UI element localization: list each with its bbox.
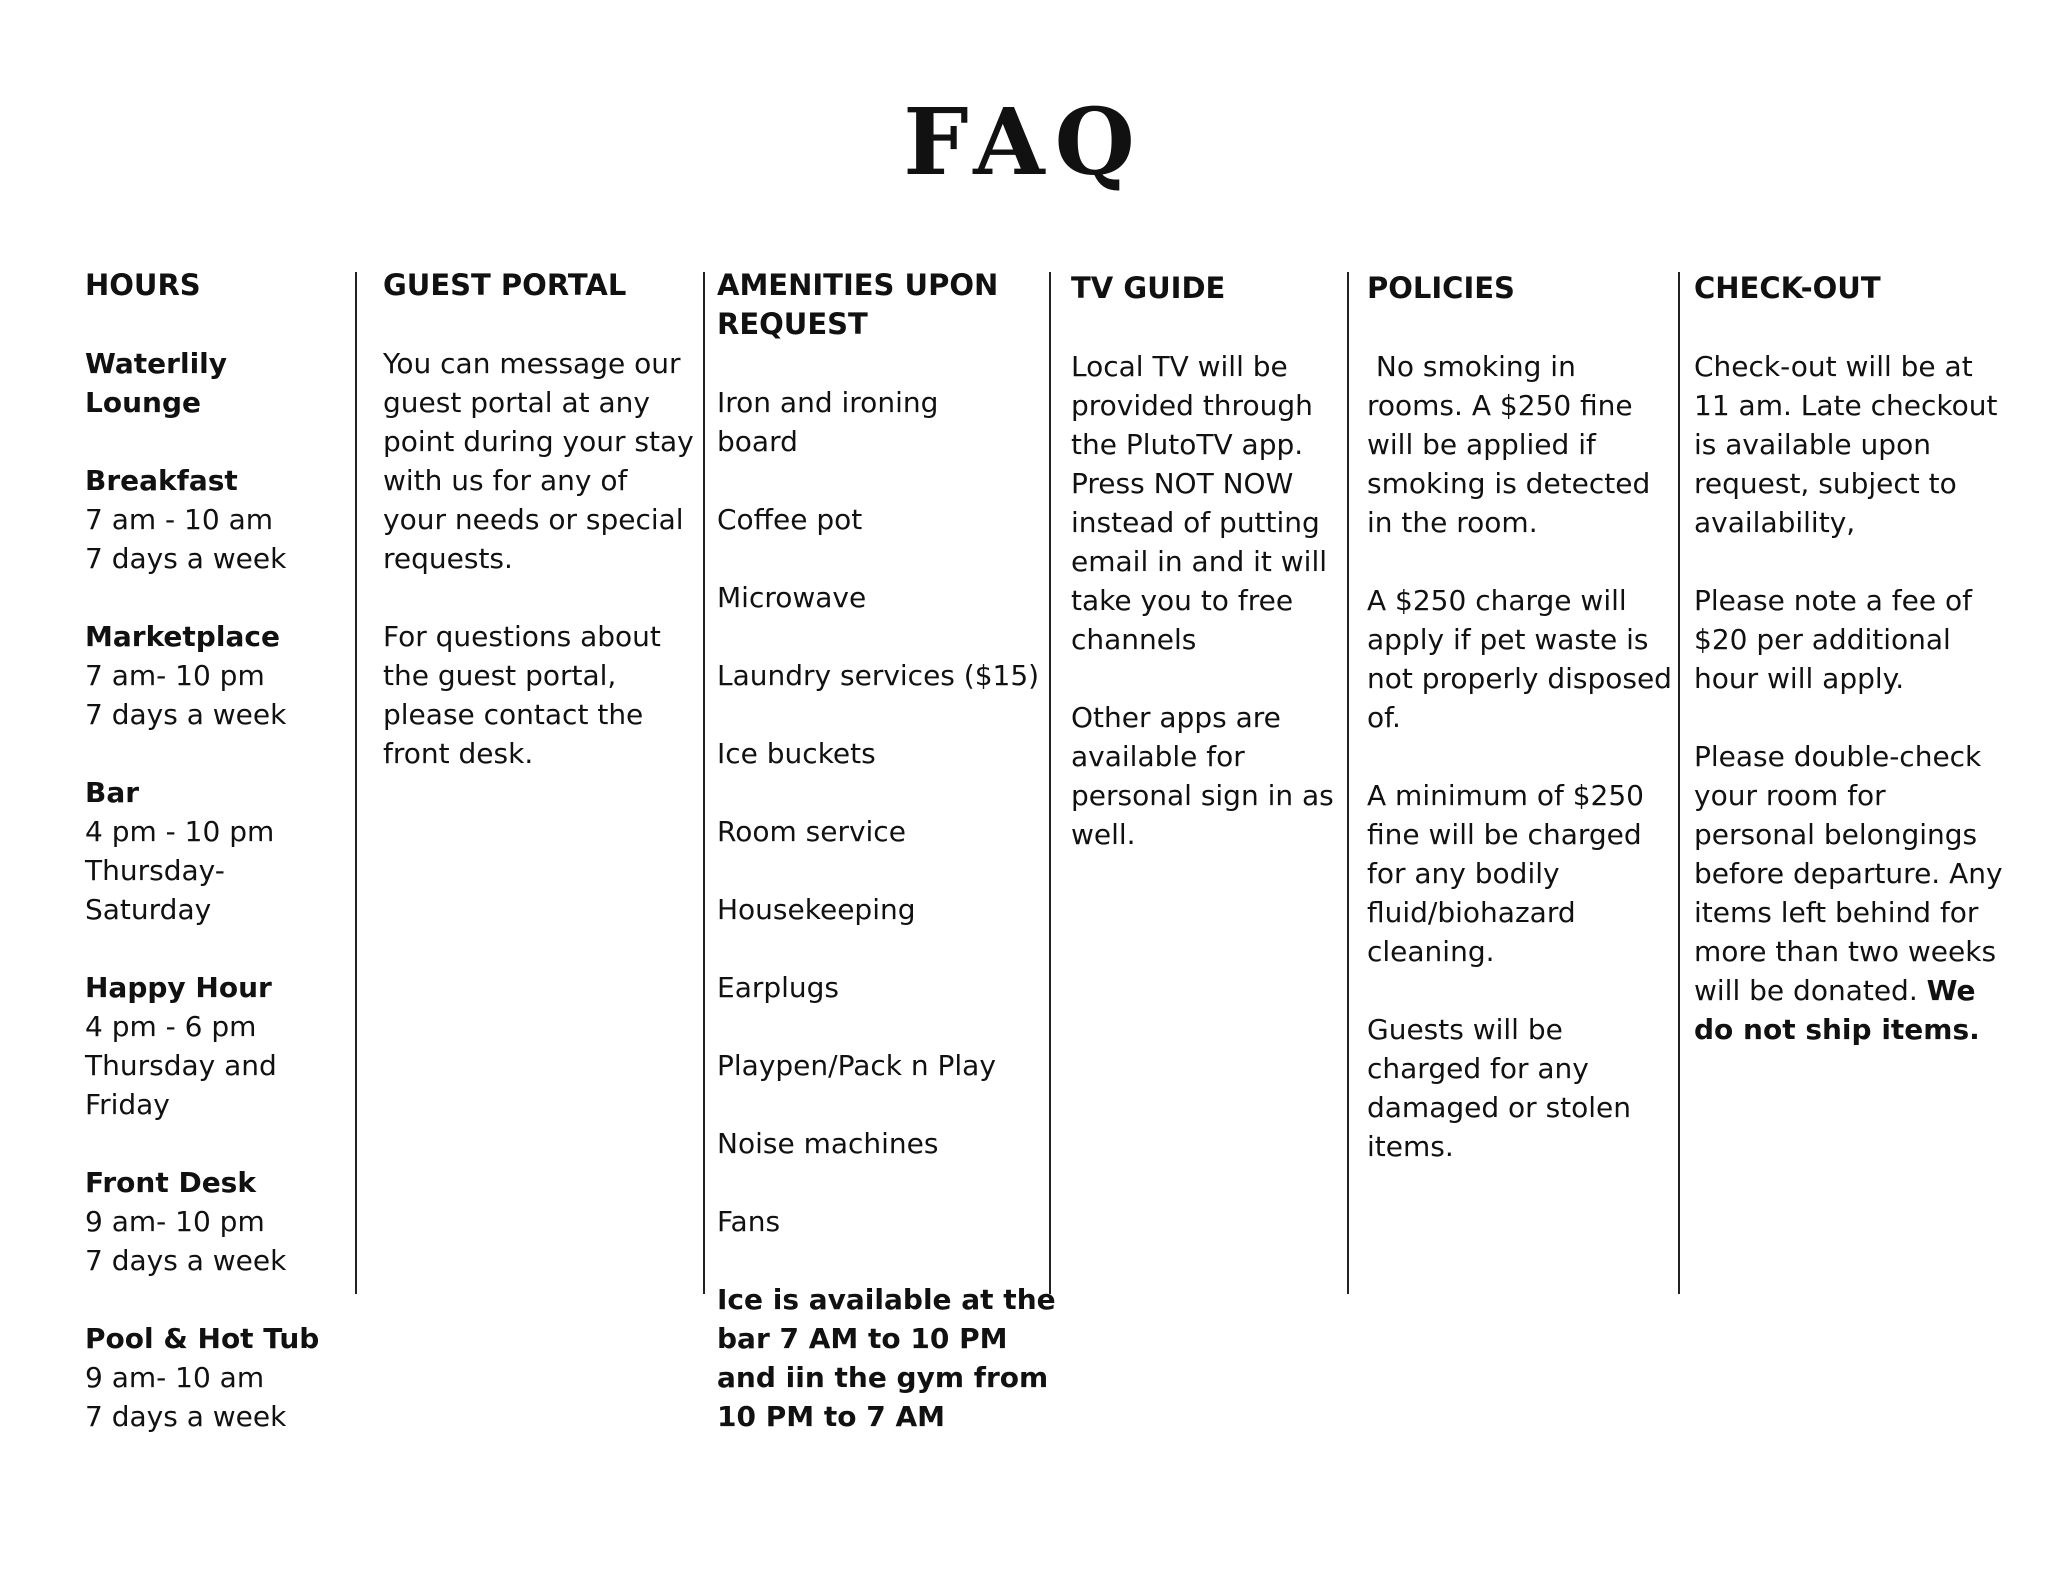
hours-line: 4 pm - 10 pm — [85, 815, 275, 848]
hours-bar — [85, 773, 350, 929]
hours-line: 7 days a week — [85, 698, 287, 731]
hours-section-name: Marketplace — [85, 620, 280, 653]
guest-portal-column — [383, 266, 695, 773]
page-title: FAQ — [903, 88, 1145, 196]
guest-portal-heading: GUEST PORTAL — [383, 268, 627, 302]
hours-marketplace — [85, 617, 350, 734]
hours-line: Friday — [85, 1088, 170, 1121]
checkout-heading: CHECK-OUT — [1694, 271, 1881, 305]
tv-guide-apps: Other apps are available for personal sign in as well. — [1071, 701, 1334, 851]
amenity-item: Ice buckets — [717, 737, 876, 770]
hours-line: Saturday — [85, 893, 212, 926]
policies-heading: POLICIES — [1367, 271, 1515, 305]
guest-portal-text: You can message our guest portal at any point during your stay with us for any of your needs or special requests. — [383, 347, 694, 575]
hours-section-name: Front Desk — [85, 1166, 256, 1199]
hours-happy-hour — [85, 968, 350, 1124]
checkout-belongings-text: Please double-check your room for personal belongings before departure. Any items left behind for more than two weeks will be donated. — [1694, 740, 2003, 1007]
guest-portal-contact: For questions about the guest portal, please contact the front desk. — [383, 620, 661, 770]
column-divider — [1347, 272, 1349, 1294]
checkout-no-ship: We do not ship items. — [1694, 974, 1980, 1046]
column-divider — [703, 272, 705, 1294]
policy-smoking: No smoking in rooms. A $250 fine will be applied if smoking is detected in the room. — [1367, 350, 1660, 539]
amenity-item: Laundry services ($15) — [717, 659, 1040, 692]
hours-line: 7 days a week — [85, 1400, 287, 1433]
checkout-column — [1694, 266, 2004, 1049]
hours-front-desk — [85, 1163, 350, 1280]
hours-column — [85, 266, 350, 1436]
amenities-column — [717, 266, 1069, 1436]
amenity-item: Housekeeping — [717, 893, 916, 926]
checkout-time: Check-out will be at 11 am. Late checkout is available upon request, subject to availability, — [1694, 350, 1998, 539]
amenity-item: Microwave — [717, 581, 867, 614]
hours-breakfast — [85, 461, 350, 578]
amenity-item: Room service — [717, 815, 906, 848]
hours-line: 4 pm - 6 pm — [85, 1010, 257, 1043]
checkout-belongings — [1694, 737, 2004, 1049]
hours-line: 9 am- 10 am — [85, 1361, 265, 1394]
tv-guide-text: Local TV will be provided through the PlutoTV app. Press NOT NOW instead of putting email in and it will take you to free channels — [1071, 350, 1328, 656]
amenity-item: Playpen/Pack n Play — [717, 1049, 996, 1082]
hours-line: 7 am- 10 pm — [85, 659, 265, 692]
hours-heading: HOURS — [85, 268, 201, 302]
hours-line: Thursday and — [85, 1049, 277, 1082]
tv-guide-column — [1071, 266, 1343, 854]
amenity-item: Fans — [717, 1205, 781, 1238]
amenity-item: Iron and ironing board — [717, 386, 939, 458]
amenity-item: Coffee pot — [717, 503, 863, 536]
hours-line: 7 am - 10 am — [85, 503, 274, 536]
policy-pet-waste: A $250 charge will apply if pet waste is not properly disposed of. — [1367, 584, 1672, 734]
hours-section-name: Happy Hour — [85, 971, 272, 1004]
hours-line: 7 days a week — [85, 542, 287, 575]
ice-availability-note: Ice is available at the bar 7 AM to 10 PM and iin the gym from 10 PM to 7 AM — [717, 1283, 1056, 1433]
amenity-item: Noise machines — [717, 1127, 939, 1160]
hours-section-name: Bar — [85, 776, 140, 809]
hours-line: 7 days a week — [85, 1244, 287, 1277]
amenities-heading: AMENITIES UPON REQUEST — [717, 268, 999, 341]
lounge-name: Waterlily Lounge — [85, 347, 228, 419]
tv-guide-heading: TV GUIDE — [1071, 271, 1226, 305]
hours-pool — [85, 1319, 350, 1436]
checkout-fee: Please note a fee of $20 per additional hour will apply. — [1694, 584, 1973, 695]
hours-section-name: Breakfast — [85, 464, 238, 497]
policy-biohazard: A minimum of $250 fine will be charged for any bodily fluid/biohazard cleaning. — [1367, 779, 1644, 968]
hours-line: 9 am- 10 pm — [85, 1205, 265, 1238]
policies-column — [1367, 266, 1673, 1166]
amenity-item: Earplugs — [717, 971, 840, 1004]
column-divider — [355, 272, 357, 1294]
policy-damages: Guests will be charged for any damaged or stolen items. — [1367, 1013, 1632, 1163]
hours-line: Thursday- — [85, 854, 225, 887]
hours-section-name: Pool & Hot Tub — [85, 1322, 320, 1355]
column-divider — [1678, 272, 1680, 1294]
